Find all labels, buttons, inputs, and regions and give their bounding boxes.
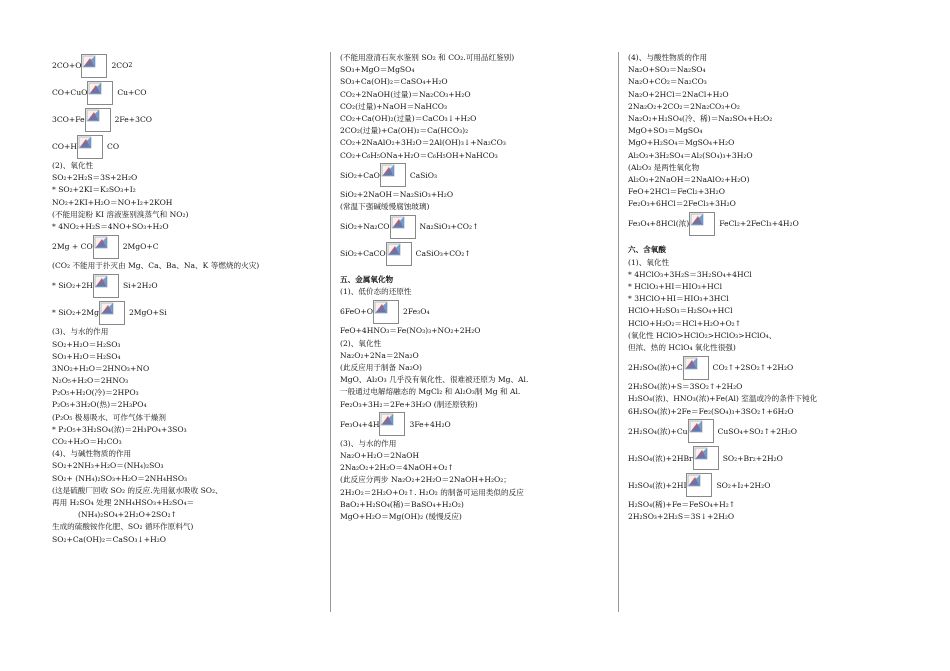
text-line: 2Na₂O₂+2CO₂＝2Na₂CO₃+O₂ <box>628 101 740 111</box>
equation-reactants: SiO₂+CaCO <box>340 249 386 259</box>
text-line: (此反应用于制备 Na₂O) <box>340 363 422 372</box>
reaction-condition-image-icon <box>87 81 115 105</box>
text-line: CO₂(过量)+NaOH＝NaHCO₃ <box>340 101 448 111</box>
text-line: NO₂+2KI+H₂O＝NO+I₂+2KOH <box>52 197 173 207</box>
reaction-condition-image-icon <box>686 473 714 497</box>
text-line: P₂O₅+H₂O(冷)＝2HPO₃ <box>52 388 139 398</box>
text-line: HClO+H₂O₂＝HCl+H₂O+O₂↑ <box>628 318 742 328</box>
text-line: SiO₂+2NaOH＝Na₂SiO₃+H₂O <box>340 189 454 199</box>
equation-reactants: 3CO+Fe <box>52 115 85 124</box>
text-line: HClO+H₂SO₃＝H₂SO₄+HCl <box>628 306 733 316</box>
reaction-condition-image-icon <box>390 215 418 239</box>
equation-line-with-condition <box>628 418 898 445</box>
text-line: CO₂+2NaOH(过量)＝Na₂CO₃+H₂O <box>340 89 471 99</box>
equation-reactants: H₂SO₄(浓)+2HBr <box>628 453 693 463</box>
text-line: MgO+H₂SO₄＝MgSO₄+H₂O <box>628 138 735 148</box>
reaction-condition-image-icon <box>688 419 716 443</box>
reaction-condition-image-icon <box>77 135 105 159</box>
equation-products: Si+2H₂O <box>122 281 158 291</box>
reaction-condition-image-icon <box>81 54 109 78</box>
text-line: SO₃+H₂O＝H₂SO₄ <box>52 351 121 361</box>
reaction-condition-image-icon <box>93 235 121 259</box>
reaction-condition-image-icon <box>93 274 121 298</box>
text-line: (3)、与水的作用 <box>340 438 397 448</box>
equation-products: Na₂SiO₃+CO₂↑ <box>419 222 479 232</box>
equation-products: Cu+CO <box>117 88 147 97</box>
equation-reactants: 2CO+O <box>52 61 82 70</box>
equation-products: 2MgO+C <box>122 242 159 252</box>
equation-products: SO₂+Br₂+2H₂O <box>722 453 783 463</box>
text-line: CO₂+H₂O＝H₂CO₃ <box>52 437 122 446</box>
spacer <box>628 237 898 244</box>
equation-line-with-condition <box>52 133 322 160</box>
text-line: Na₂O+SO₃＝Na₂SO₄ <box>628 65 706 75</box>
text-line: P₂O₅+3H₂O(热)＝2H₃PO₄ <box>52 400 147 410</box>
equation-products: CO₂↑+2SO₂↑+2H₂O <box>712 363 794 373</box>
equation-line-with-condition <box>52 299 322 326</box>
text-line: (1)、低价态的还原性 <box>340 287 412 297</box>
text-line: (4)、与碱性物质的作用 <box>52 449 132 459</box>
text-line: 2H₂O₂＝2H₂O+O₂↑. H₂O₂ 的制备可运用类似的反应 <box>340 487 524 497</box>
text-line: CO₂+Ca(OH)₂(过量)＝CaCO₃↓+H₂O <box>340 113 477 123</box>
text-line: Fe₂O₃+6HCl＝2FeCl₃+3H₂O <box>628 199 736 209</box>
column-2 <box>340 52 610 523</box>
column-3 <box>628 52 898 523</box>
text-line: MgO+H₂O＝Mg(OH)₂ (缓慢反应) <box>340 511 462 521</box>
text-line: (这是硫酸厂回收 SO₂ 的反应.先用氨水吸收 SO₂、 <box>52 485 223 495</box>
text-line: (2)、氧化性 <box>52 161 94 170</box>
text-line: BaO₂+H₂SO₄(稀)＝BaSO₄+H₂O₂) <box>340 499 464 509</box>
text-line: * 3HClO+HI＝HIO₃+3HCl <box>628 294 729 304</box>
equation-reactants: SiO₂+CaO <box>340 170 380 180</box>
spacer <box>340 267 610 274</box>
text-line: 一般通过电解熔融态的 MgCl₂ 和 Al₂O₃制 Mg 和 Al. <box>340 387 521 397</box>
text-line: (不能用澄清石灰水鉴别 SO₂ 和 CO₂.可用品红鉴别) <box>340 53 515 62</box>
equation-reactants: SiO₂+Na₂CO <box>340 222 390 232</box>
text-line: (不能用淀粉 KI 溶液鉴别溴蒸气和 NO₂) <box>52 209 189 219</box>
text-line: SO₂+ (NH₄)₂SO₃+H₂O＝2NH₄HSO₃ <box>52 473 188 483</box>
text-line: 但浓、热的 HClO₄ 氧化性很强) <box>628 342 736 352</box>
text-line: SO₂+Ca(OH)₂＝CaSO₃↓+H₂O <box>52 534 167 544</box>
text-line: SO₂+2NH₃+H₂O＝(NH₄)₂SO₃ <box>52 461 164 471</box>
text-line: (常温下强碱缓慢腐蚀玻璃) <box>340 201 430 211</box>
text-line: 2H₂SO₄(浓)+S＝3SO₂↑+2H₂O <box>628 382 743 392</box>
equation-line-with-condition <box>52 272 322 299</box>
text-line: SO₃+MgO＝MgSO₄ <box>340 65 415 75</box>
text-line: Na₂O+CO₂＝Na₂CO₃ <box>628 77 707 87</box>
text-line: FeO+2HCl＝FeCl₂+3H₂O <box>628 187 725 197</box>
text-line: Al₂O₃+3H₂SO₄＝Al₂(SO₄)₃+3H₂O <box>628 150 753 160</box>
equation-reactants: Fe₃O₄+4H <box>340 419 380 429</box>
equation-reactants: H₂SO₄(浓)+2HI <box>628 480 687 490</box>
column-1 <box>52 52 322 546</box>
reaction-condition-image-icon <box>386 242 414 266</box>
equation-line-with-condition <box>52 233 322 260</box>
text-line: Al₂O₃+2NaOH＝2NaAlO₂+H₂O) <box>628 174 750 184</box>
equation-line-with-condition <box>52 106 322 133</box>
equation-reactants: CO+CuO <box>52 88 88 97</box>
text-line: (Al₂O₃ 是两性氧化物 <box>628 162 700 172</box>
equation-products: CO <box>107 142 120 151</box>
text-line: MgO、Al₂O₃ 几乎没有氧化性、很难被还原为 Mg、Al. <box>340 375 529 385</box>
equation-line-with-condition <box>628 210 898 237</box>
text-line: 生成的硫酸铵作化肥、SO₂ 循环作原料气) <box>52 522 194 532</box>
reaction-condition-image-icon <box>683 356 711 380</box>
equation-line-with-condition <box>340 240 610 267</box>
equation-reactants: 2H₂SO₄(浓)+C <box>628 363 683 373</box>
reaction-condition-image-icon <box>693 446 721 470</box>
reaction-condition-image-icon <box>380 163 408 187</box>
text-line: SO₂+2H₂S＝3S+2H₂O <box>52 173 138 183</box>
text-line: FeO+4HNO₃＝Fe(NO₃)₃+NO₂+2H₂O <box>340 326 481 336</box>
text-line: H₂SO₄(浓)、HNO₃(浓)+Fe(Al) 室温或冷的条件下钝化 <box>628 394 818 404</box>
equation-products: 2CO <box>111 61 129 70</box>
reaction-condition-image-icon <box>85 108 113 132</box>
text-line: CO₂+C₆H₅ONa+H₂O＝C₆H₅OH+NaHCO₃ <box>340 150 498 160</box>
section-heading: 六、含氧酸 <box>628 245 666 255</box>
equation-products: 3Fe+4H₂O <box>409 419 451 429</box>
equation-line-with-condition <box>52 52 322 79</box>
text-line: (CO₂ 不能用于扑灭由 Mg、Ca、Ba、Na、K 等燃烧的火灾) <box>52 261 260 271</box>
text-line: (此反应分两步 Na₂O₂+2H₂O＝2NaOH+H₂O₂； <box>340 475 511 485</box>
equation-products: 2Fe+3CO <box>114 115 152 124</box>
text-line: (4)、与酸性物质的作用 <box>628 53 708 62</box>
equation-products: CaSiO₃+CO₂↑ <box>415 249 471 259</box>
equation-reactants: * SiO₂+2Mg <box>52 308 99 318</box>
text-line: 3NO₂+H₂O＝2HNO₃+NO <box>52 363 150 373</box>
equation-products: 2MgO+Si <box>128 308 167 318</box>
text-line: (P₂O₅ 极易吸水、可作气体干燥剂 <box>52 412 166 422</box>
reaction-condition-image-icon <box>689 212 717 236</box>
text-line: CO₂+2NaAlO₂+3H₂O＝2Al(OH)₃↓+Na₂CO₃ <box>340 138 506 148</box>
text-line: * 4HClO₃+3H₂S＝3H₂SO₄+4HCl <box>628 269 752 279</box>
subscript: 2 <box>128 62 133 69</box>
equation-line-with-condition <box>340 298 610 325</box>
text-line: * SO₂+2KI＝K₂SO₃+I₂ <box>52 185 136 195</box>
column-divider-1 <box>330 52 331 612</box>
equation-products: CuSO₄+SO₂↑+2H₂O <box>717 426 798 436</box>
equation-line-with-condition <box>52 79 322 106</box>
equation-reactants: CO+H <box>52 142 78 151</box>
reaction-condition-image-icon <box>99 301 127 325</box>
equation-line-with-condition <box>340 162 610 189</box>
equation-reactants: Fe₃O₄+8HCl(浓) <box>628 219 690 229</box>
equation-line-with-condition <box>628 354 898 381</box>
equation-line-with-condition <box>340 213 610 240</box>
equation-products: SO₂+I₂+2H₂O <box>716 480 771 490</box>
text-line: Na₂O+H₂O＝2NaOH <box>340 450 420 460</box>
equation-reactants: 6FeO+O <box>340 307 373 317</box>
text-line: Na₂O₂+H₂SO₄(冷、稀)＝Na₂SO₄+H₂O₂ <box>628 113 773 123</box>
equation-reactants: 2Mg + CO <box>52 242 93 252</box>
text-line: (3)、与水的作用 <box>52 327 109 337</box>
equation-line-with-condition <box>340 411 610 438</box>
text-line: SO₂+H₂O＝H₂SO₃ <box>52 339 121 349</box>
text-line: Fe₂O₃+3H₂＝2Fe+3H₂O (制还原铁粉) <box>340 399 478 409</box>
text-line: (氧化性 HClO>HClO₂>HClO₃>HClO₄、 <box>628 330 777 340</box>
text-line: (2)、氧化性 <box>340 338 382 348</box>
text-line: * 4NO₂+H₂S＝4NO+SO₃+H₂O <box>52 221 169 231</box>
text-line: 2Na₂O₂+2H₂O＝4NaOH+O₂↑ <box>340 463 454 473</box>
equation-line-with-condition <box>628 472 898 499</box>
text-line: 2CO₂(过量)+Ca(OH)₂＝Ca(HCO₃)₂ <box>340 126 469 136</box>
equation-reactants: * SiO₂+2H <box>52 281 93 291</box>
text-line: * HClO₃+HI＝HIO₃+HCl <box>628 282 723 291</box>
reaction-condition-image-icon <box>373 300 401 324</box>
text-line: 2H₂SO₃+2H₂S＝3S↓+2H₂O <box>628 511 735 521</box>
text-line: (1)、氧化性 <box>628 257 670 267</box>
text-line: MgO+SO₃＝MgSO₄ <box>628 126 703 136</box>
text-line: Na₂O₂+2Na＝2Na₂O <box>340 350 419 360</box>
equation-products: FeCl₂+2FeCl₃+4H₂O <box>719 219 799 229</box>
text-line: * P₂O₅+3H₂SO₄(浓)＝2H₃PO₄+3SO₃ <box>52 424 187 434</box>
text-line: N₂O₅+H₂O＝2HNO₃ <box>52 376 129 386</box>
text-line: H₂SO₄(稀)+Fe＝FeSO₄+H₂↑ <box>628 499 736 509</box>
text-line: Na₂O+2HCl＝2NaCl+H₂O <box>628 89 729 99</box>
reaction-condition-image-icon <box>379 412 407 436</box>
text-line: 再用 H₂SO₄ 处理 2NH₄HSO₃+H₂SO₄＝ <box>52 497 195 507</box>
equation-line-with-condition <box>628 445 898 472</box>
equation-products: CaSiO₃ <box>409 170 438 180</box>
equation-reactants: 2H₂SO₄(浓)+Cu <box>628 426 688 436</box>
text-line: 6H₂SO₄(浓)+2Fe＝Fe₂(SO₄)₃+3SO₂↑+6H₂O <box>628 406 794 416</box>
equation-products: 2Fe₃O₄ <box>403 307 430 317</box>
section-heading: 五、金属氧化物 <box>340 275 394 285</box>
column-divider-2 <box>618 52 619 612</box>
text-line: (NH₄)₂SO₄+2H₂O+2SO₂↑ <box>78 510 177 520</box>
text-line: SO₃+Ca(OH)₂＝CaSO₄+H₂O <box>340 77 448 87</box>
